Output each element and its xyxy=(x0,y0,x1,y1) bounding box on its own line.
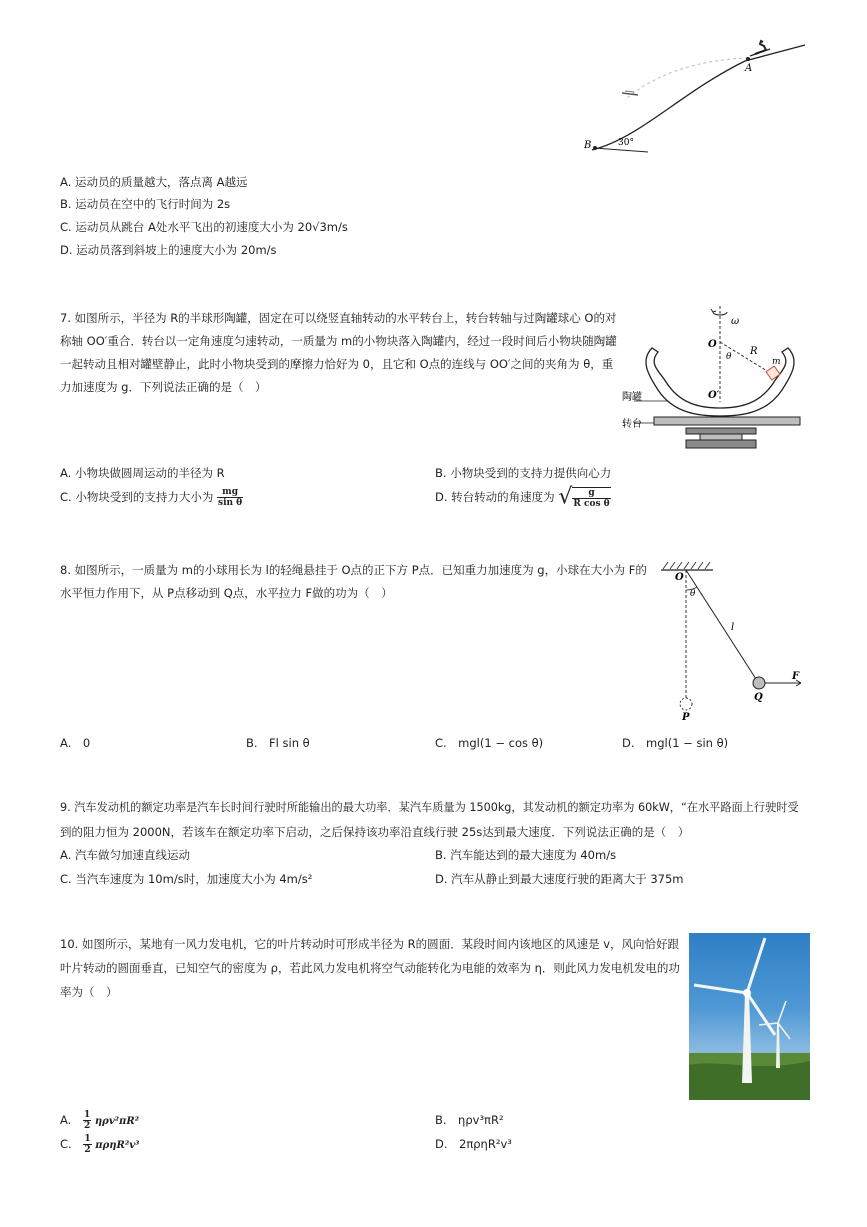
q7-option-b: B. 小物块受到的支持力提供向心力 xyxy=(435,466,612,480)
q7-text-line-3: 一起转动且相对罐壁静止，此时小物块受到的摩擦力恰好为 0，且它和 O点的连线与 OO′之间的夹角为 θ，重 xyxy=(60,357,614,371)
q7-text-line-2: 称轴 OO′重合．转台以一定角速度匀速转动，一质量为 m的小物块落入陶罐内，经过一段时间后小物块随陶罐 xyxy=(60,334,617,348)
string-l xyxy=(686,570,756,679)
l-label: l xyxy=(731,622,735,633)
q10-option-d: D. 2πρηR²v³ xyxy=(435,1137,512,1151)
ball-at-p xyxy=(680,698,692,710)
r-label: R xyxy=(750,346,758,357)
ski-jump-figure xyxy=(570,38,815,163)
m-label: m xyxy=(772,357,781,367)
q10-c-num: 1 xyxy=(84,1134,91,1144)
wind-turbine-photo xyxy=(689,933,810,1100)
q9-text-line-2: 到的阻力恒为 2000N，若该车在额定功率下启动，之后保持该功率沿直线行驶 25s达到最大速度．下列说法正确的是（ ） xyxy=(60,825,690,839)
jar-label: 陶罐 xyxy=(622,392,642,403)
q7-d-den: R cos θ xyxy=(573,498,610,509)
q7-option-c-prefix: C. 小物块受到的支持力大小为 xyxy=(60,490,214,504)
base-mid xyxy=(700,434,742,440)
mid-skier-icon xyxy=(622,91,638,95)
theta-label: θ xyxy=(726,352,732,362)
base-top xyxy=(686,428,756,434)
q10-option-c xyxy=(60,1132,139,1158)
q8-option-d: D. mgl(1 − sin θ) xyxy=(622,736,729,750)
q7-c-num: mg xyxy=(217,487,243,498)
q7-option-c xyxy=(60,483,243,511)
q7-option-d-fraction xyxy=(572,487,610,509)
skier-icon xyxy=(750,41,770,56)
p-label: P xyxy=(682,712,690,723)
q7-option-a: A. 小物块做圆周运动的半径为 R xyxy=(60,466,225,480)
q8-option-a: A. 0 xyxy=(60,736,91,750)
wind-turbine-icon xyxy=(689,933,810,1100)
q6-option-a: A. 运动员的质量越大，落点离 A越远 xyxy=(60,175,248,189)
q10-c-den: 2 xyxy=(84,1145,91,1155)
q10-option-a-prefix: A. xyxy=(60,1113,72,1127)
horizontal-line xyxy=(594,148,648,152)
q7-option-c-fraction xyxy=(217,487,243,508)
trajectory-dashed xyxy=(625,58,748,100)
q10-option-a-fraction xyxy=(83,1110,91,1131)
q10-text-line-3: 率为（ ） xyxy=(60,985,118,999)
theta-label: θ xyxy=(690,589,696,599)
q7-d-num: g xyxy=(572,488,610,499)
table-label: 转台 xyxy=(622,419,642,430)
q10-text-line-1: 10. 如图所示，某地有一风力发电机，它的叶片转动时可形成半径为 R的圆面．某段时间内该地区的风速是 v，风向恰好跟 xyxy=(60,937,680,951)
point-a xyxy=(746,57,750,61)
q8-text-line-1: 8. 如图所示，一质量为 m的小球用长为 l的轻绳悬挂于 O点的正下方 P点．已知重力加速度为 g，小球在大小为 F的 xyxy=(60,563,647,577)
q10-a-den: 2 xyxy=(83,1121,91,1131)
o-label: O xyxy=(675,572,684,583)
q7-text-line-1: 7. 如图所示，半径为 R的半球形陶罐，固定在可以绕竖直轴转动的水平转台上，转台转轴与过陶罐球心 O的对 xyxy=(60,311,617,325)
turntable xyxy=(654,417,800,425)
q9-option-a: A. 汽车做匀加速直线运动 xyxy=(60,848,190,862)
o-label: O xyxy=(708,339,717,350)
q10-a-num: 1 xyxy=(83,1110,91,1120)
q10-option-c-prefix: C. xyxy=(60,1137,72,1151)
o-prime-label: O′ xyxy=(708,390,720,401)
q9-option-d: D. 汽车从静止到最大速度行驶的距离大于 375m xyxy=(435,872,684,886)
pendulum-figure xyxy=(655,558,810,723)
jar-figure xyxy=(620,302,810,454)
q10-option-c-expr: πρηR²v³ xyxy=(95,1140,140,1151)
point-b xyxy=(593,146,597,150)
fig-label-b: B xyxy=(584,140,592,151)
q10-option-a xyxy=(60,1108,139,1134)
q7-option-d xyxy=(435,483,611,512)
q10-text-line-2: 叶片转动的圆面垂直，已知空气的密度为 ρ，若此风力发电机将空气动能转化为电能的效率为 η．则此风力发电机发电的功 xyxy=(60,961,680,975)
slope-curve xyxy=(592,45,805,150)
q10-option-b: B. ηρv³πR² xyxy=(435,1113,504,1127)
q8-text-line-2: 水平恒力作用下，从 P点移动到 Q点，水平拉力 F做的功为（ ） xyxy=(60,586,393,600)
fig-label-a: A xyxy=(745,63,753,74)
q8-option-c: C. mgl(1 − cos θ) xyxy=(435,736,544,750)
q7-c-den: sin θ xyxy=(218,498,243,508)
q-label: Q xyxy=(754,692,763,703)
q10-option-c-fraction xyxy=(83,1134,91,1155)
q7-text-line-4: 力加速度为 g．下列说法正确的是（ ） xyxy=(60,380,267,394)
q6-option-b: B. 运动员在空中的飞行时间为 2s xyxy=(60,197,231,211)
base-bottom xyxy=(686,440,756,448)
omega-label: ω xyxy=(731,316,740,327)
ball-at-q xyxy=(753,677,765,689)
q7-option-d-prefix: D. 转台转动的角速度为 xyxy=(435,490,555,504)
q8-option-b: B. Fl sin θ xyxy=(246,736,310,750)
f-label: F xyxy=(792,671,800,682)
q10-option-a-expr: ηρv²πR² xyxy=(94,1116,140,1127)
fig-angle: 30° xyxy=(618,138,634,148)
q6-option-d: D. 运动员落到斜坡上的速度大小为 20m/s xyxy=(60,243,277,257)
q9-option-c: C. 当汽车速度为 10m/s时，加速度大小为 4m/s² xyxy=(60,872,313,886)
q9-option-b: B. 汽车能达到的最大速度为 40m/s xyxy=(435,848,617,862)
q6-option-c: C. 运动员从跳台 A处水平飞出的初速度大小为 20√3m/s xyxy=(60,220,348,234)
q9-text-line-1: 9. 汽车发动机的额定功率是汽车长时间行驶时所能输出的最大功率．某汽车质量为 1500kg，其发动机的额定功率为 60kW，“在水平路面上行驶时受 xyxy=(60,801,799,814)
sqrt-icon: √ xyxy=(558,484,573,510)
